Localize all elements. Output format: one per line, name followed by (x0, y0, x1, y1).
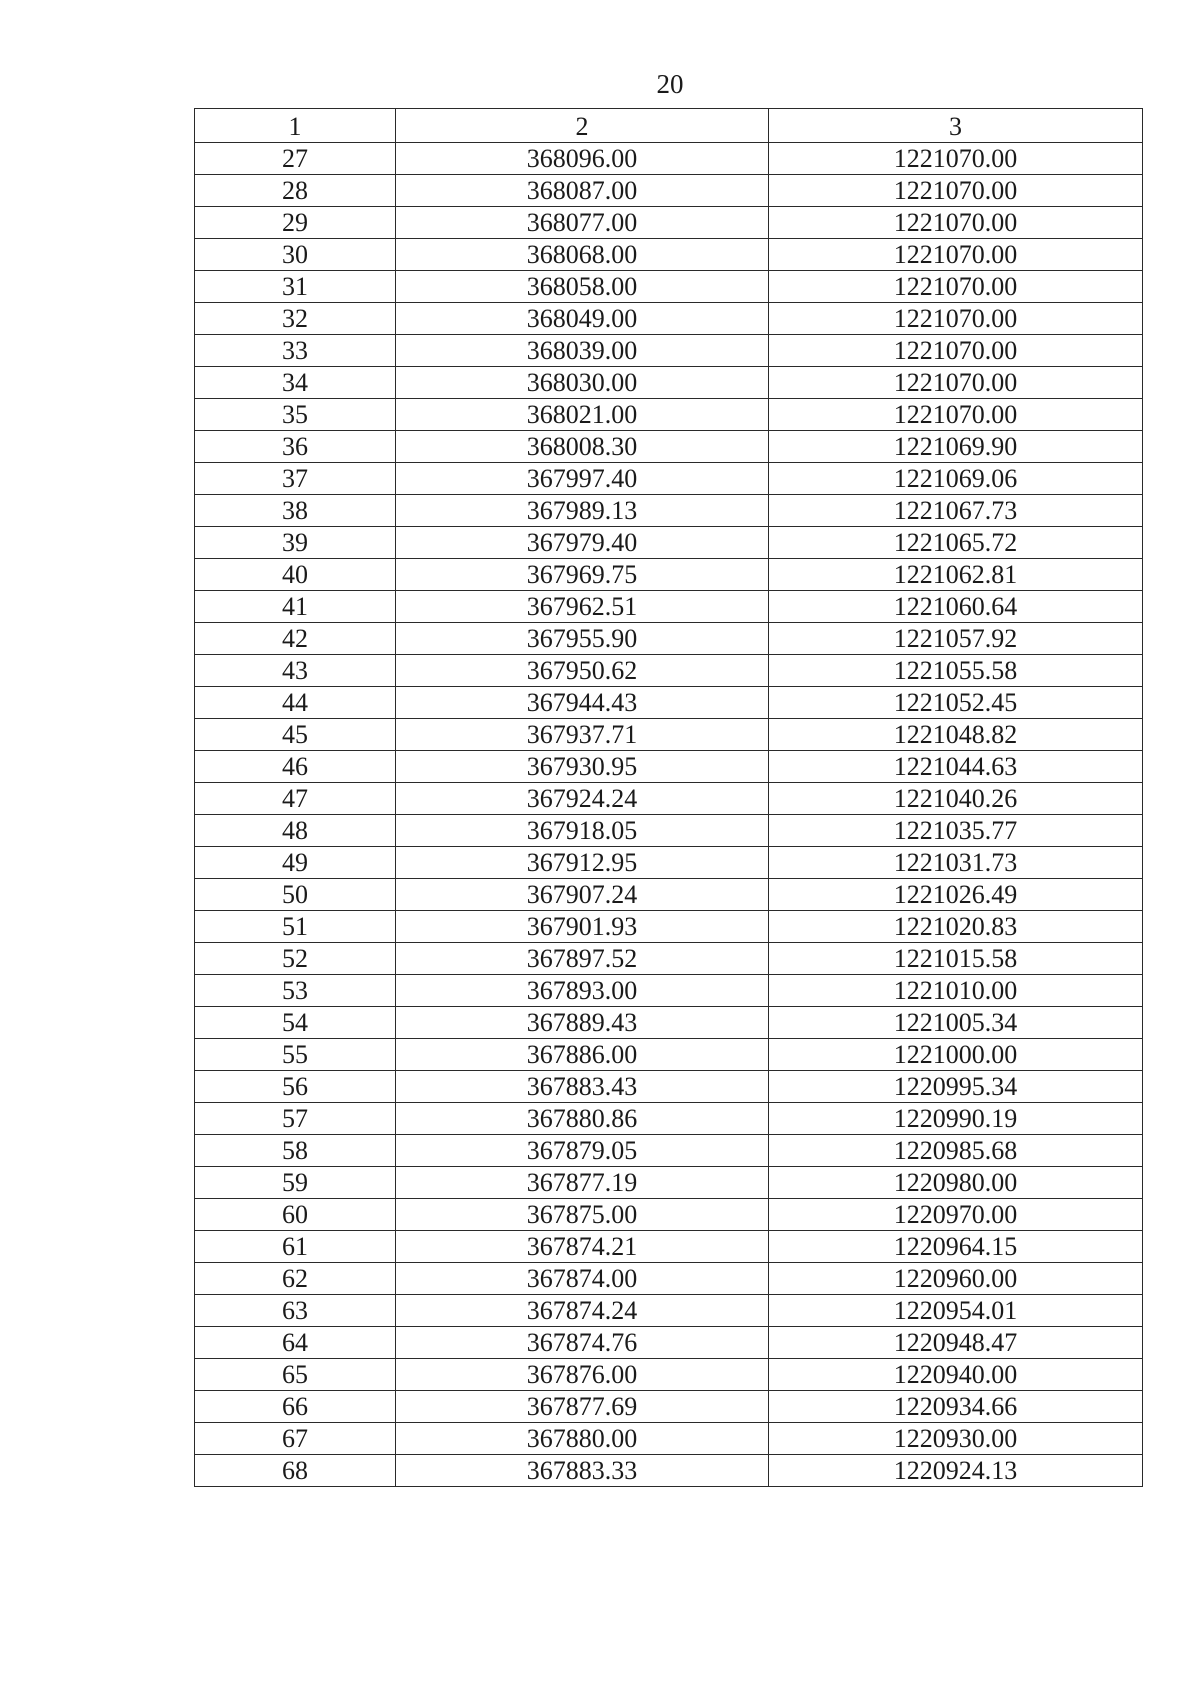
table-row (195, 879, 1143, 911)
x-coordinate-cell: 368087.00 (396, 175, 769, 207)
x-coordinate-cell: 367969.75 (396, 559, 769, 591)
y-coordinate-cell: 1221015.58 (769, 943, 1143, 975)
x-coordinate-cell: 367883.33 (396, 1455, 769, 1487)
x-coordinate-cell: 367912.95 (396, 847, 769, 879)
table-row (195, 495, 1143, 527)
table-row (195, 175, 1143, 207)
table-header-row (195, 109, 1143, 143)
x-coordinate-cell: 367876.00 (396, 1359, 769, 1391)
y-coordinate-cell: 1220924.13 (769, 1455, 1143, 1487)
x-coordinate-cell: 367955.90 (396, 623, 769, 655)
point-number-cell: 40 (195, 559, 396, 591)
y-coordinate-cell: 1221070.00 (769, 207, 1143, 239)
x-coordinate-cell: 367874.00 (396, 1263, 769, 1295)
point-number-cell: 52 (195, 943, 396, 975)
point-number-cell: 54 (195, 1007, 396, 1039)
table-row (195, 1199, 1143, 1231)
table-row (195, 655, 1143, 687)
x-coordinate-cell: 367918.05 (396, 815, 769, 847)
y-coordinate-cell: 1221069.90 (769, 431, 1143, 463)
point-number-cell: 67 (195, 1423, 396, 1455)
table-row (195, 399, 1143, 431)
y-coordinate-cell: 1221005.34 (769, 1007, 1143, 1039)
x-coordinate-cell: 367874.24 (396, 1295, 769, 1327)
point-number-cell: 51 (195, 911, 396, 943)
point-number-cell: 65 (195, 1359, 396, 1391)
point-number-cell: 45 (195, 719, 396, 751)
y-coordinate-cell: 1221065.72 (769, 527, 1143, 559)
table-row (195, 1167, 1143, 1199)
y-coordinate-cell: 1220964.15 (769, 1231, 1143, 1263)
x-coordinate-cell: 367879.05 (396, 1135, 769, 1167)
x-coordinate-cell: 367886.00 (396, 1039, 769, 1071)
table-row (195, 463, 1143, 495)
point-number-cell: 61 (195, 1231, 396, 1263)
point-number-cell: 34 (195, 367, 396, 399)
point-number-cell: 28 (195, 175, 396, 207)
table-body (195, 143, 1143, 1487)
table-row (195, 271, 1143, 303)
point-number-cell: 44 (195, 687, 396, 719)
y-coordinate-cell: 1221070.00 (769, 399, 1143, 431)
y-coordinate-cell: 1221070.00 (769, 271, 1143, 303)
table-row (195, 719, 1143, 751)
y-coordinate-cell: 1221035.77 (769, 815, 1143, 847)
table-row (195, 239, 1143, 271)
y-coordinate-cell: 1220934.66 (769, 1391, 1143, 1423)
y-coordinate-cell: 1220980.00 (769, 1167, 1143, 1199)
y-coordinate-cell: 1221070.00 (769, 175, 1143, 207)
y-coordinate-cell: 1221069.06 (769, 463, 1143, 495)
y-coordinate-cell: 1221070.00 (769, 335, 1143, 367)
point-number-cell: 66 (195, 1391, 396, 1423)
y-coordinate-cell: 1221067.73 (769, 495, 1143, 527)
point-number-cell: 46 (195, 751, 396, 783)
x-coordinate-cell: 367944.43 (396, 687, 769, 719)
x-coordinate-cell: 367937.71 (396, 719, 769, 751)
point-number-cell: 30 (195, 239, 396, 271)
point-number-cell: 43 (195, 655, 396, 687)
y-coordinate-cell: 1221010.00 (769, 975, 1143, 1007)
x-coordinate-cell: 368077.00 (396, 207, 769, 239)
y-coordinate-cell: 1221062.81 (769, 559, 1143, 591)
y-coordinate-cell: 1220990.19 (769, 1103, 1143, 1135)
x-coordinate-cell: 367997.40 (396, 463, 769, 495)
table-row (195, 1455, 1143, 1487)
point-number-cell: 49 (195, 847, 396, 879)
column-header-3: 3 (769, 109, 1143, 143)
x-coordinate-cell: 367901.93 (396, 911, 769, 943)
table-row (195, 911, 1143, 943)
table-row (195, 751, 1143, 783)
point-number-cell: 32 (195, 303, 396, 335)
x-coordinate-cell: 367962.51 (396, 591, 769, 623)
table-row (195, 527, 1143, 559)
y-coordinate-cell: 1220960.00 (769, 1263, 1143, 1295)
y-coordinate-cell: 1221031.73 (769, 847, 1143, 879)
x-coordinate-cell: 367893.00 (396, 975, 769, 1007)
table-row (195, 335, 1143, 367)
x-coordinate-cell: 367883.43 (396, 1071, 769, 1103)
table-row (195, 1327, 1143, 1359)
point-number-cell: 27 (195, 143, 396, 175)
y-coordinate-cell: 1221026.49 (769, 879, 1143, 911)
table-row (195, 943, 1143, 975)
point-number-cell: 33 (195, 335, 396, 367)
x-coordinate-cell: 368030.00 (396, 367, 769, 399)
point-number-cell: 60 (195, 1199, 396, 1231)
x-coordinate-cell: 367874.76 (396, 1327, 769, 1359)
x-coordinate-cell: 367924.24 (396, 783, 769, 815)
table-row (195, 143, 1143, 175)
y-coordinate-cell: 1221000.00 (769, 1039, 1143, 1071)
y-coordinate-cell: 1220985.68 (769, 1135, 1143, 1167)
point-number-cell: 37 (195, 463, 396, 495)
table-row (195, 1263, 1143, 1295)
point-number-cell: 64 (195, 1327, 396, 1359)
table-row (195, 591, 1143, 623)
y-coordinate-cell: 1220948.47 (769, 1327, 1143, 1359)
column-header-2: 2 (396, 109, 769, 143)
x-coordinate-cell: 367875.00 (396, 1199, 769, 1231)
y-coordinate-cell: 1220940.00 (769, 1359, 1143, 1391)
point-number-cell: 36 (195, 431, 396, 463)
x-coordinate-cell: 367930.95 (396, 751, 769, 783)
table-row (195, 367, 1143, 399)
coordinates-table (194, 108, 1143, 1487)
x-coordinate-cell: 367989.13 (396, 495, 769, 527)
point-number-cell: 55 (195, 1039, 396, 1071)
page-number: 20 (656, 69, 684, 99)
y-coordinate-cell: 1221048.82 (769, 719, 1143, 751)
table-row (195, 687, 1143, 719)
point-number-cell: 62 (195, 1263, 396, 1295)
x-coordinate-cell: 367880.00 (396, 1423, 769, 1455)
x-coordinate-cell: 368039.00 (396, 335, 769, 367)
point-number-cell: 47 (195, 783, 396, 815)
x-coordinate-cell: 367889.43 (396, 1007, 769, 1039)
point-number-cell: 35 (195, 399, 396, 431)
x-coordinate-cell: 367950.62 (396, 655, 769, 687)
y-coordinate-cell: 1221070.00 (769, 303, 1143, 335)
point-number-cell: 29 (195, 207, 396, 239)
y-coordinate-cell: 1221020.83 (769, 911, 1143, 943)
table-row (195, 207, 1143, 239)
x-coordinate-cell: 367877.19 (396, 1167, 769, 1199)
y-coordinate-cell: 1221057.92 (769, 623, 1143, 655)
point-number-cell: 31 (195, 271, 396, 303)
point-number-cell: 42 (195, 623, 396, 655)
x-coordinate-cell: 368068.00 (396, 239, 769, 271)
point-number-cell: 63 (195, 1295, 396, 1327)
y-coordinate-cell: 1221040.26 (769, 783, 1143, 815)
table-row (195, 1039, 1143, 1071)
point-number-cell: 57 (195, 1103, 396, 1135)
table-row (195, 1135, 1143, 1167)
point-number-cell: 59 (195, 1167, 396, 1199)
x-coordinate-cell: 367874.21 (396, 1231, 769, 1263)
table-row (195, 1359, 1143, 1391)
table-row (195, 1103, 1143, 1135)
point-number-cell: 39 (195, 527, 396, 559)
y-coordinate-cell: 1221052.45 (769, 687, 1143, 719)
table-row (195, 303, 1143, 335)
x-coordinate-cell: 368096.00 (396, 143, 769, 175)
table-row (195, 559, 1143, 591)
table-row (195, 1391, 1143, 1423)
table-row (195, 623, 1143, 655)
y-coordinate-cell: 1221060.64 (769, 591, 1143, 623)
x-coordinate-cell: 367907.24 (396, 879, 769, 911)
table-row (195, 1295, 1143, 1327)
table-row (195, 975, 1143, 1007)
table-row (195, 1231, 1143, 1263)
table-header (195, 109, 1143, 143)
table-row (195, 815, 1143, 847)
x-coordinate-cell: 367877.69 (396, 1391, 769, 1423)
point-number-cell: 38 (195, 495, 396, 527)
point-number-cell: 48 (195, 815, 396, 847)
y-coordinate-cell: 1220954.01 (769, 1295, 1143, 1327)
table-row (195, 431, 1143, 463)
column-header-1: 1 (195, 109, 396, 143)
x-coordinate-cell: 368008.30 (396, 431, 769, 463)
table-row (195, 847, 1143, 879)
point-number-cell: 58 (195, 1135, 396, 1167)
table-row (195, 1423, 1143, 1455)
y-coordinate-cell: 1220970.00 (769, 1199, 1143, 1231)
x-coordinate-cell: 368049.00 (396, 303, 769, 335)
point-number-cell: 53 (195, 975, 396, 1007)
table-row (195, 1007, 1143, 1039)
y-coordinate-cell: 1220930.00 (769, 1423, 1143, 1455)
x-coordinate-cell: 367880.86 (396, 1103, 769, 1135)
point-number-cell: 56 (195, 1071, 396, 1103)
point-number-cell: 68 (195, 1455, 396, 1487)
y-coordinate-cell: 1221055.58 (769, 655, 1143, 687)
table-row (195, 1071, 1143, 1103)
y-coordinate-cell: 1221070.00 (769, 143, 1143, 175)
y-coordinate-cell: 1221044.63 (769, 751, 1143, 783)
x-coordinate-cell: 368058.00 (396, 271, 769, 303)
x-coordinate-cell: 368021.00 (396, 399, 769, 431)
y-coordinate-cell: 1220995.34 (769, 1071, 1143, 1103)
y-coordinate-cell: 1221070.00 (769, 367, 1143, 399)
y-coordinate-cell: 1221070.00 (769, 239, 1143, 271)
x-coordinate-cell: 367897.52 (396, 943, 769, 975)
table-row (195, 783, 1143, 815)
point-number-cell: 50 (195, 879, 396, 911)
point-number-cell: 41 (195, 591, 396, 623)
x-coordinate-cell: 367979.40 (396, 527, 769, 559)
